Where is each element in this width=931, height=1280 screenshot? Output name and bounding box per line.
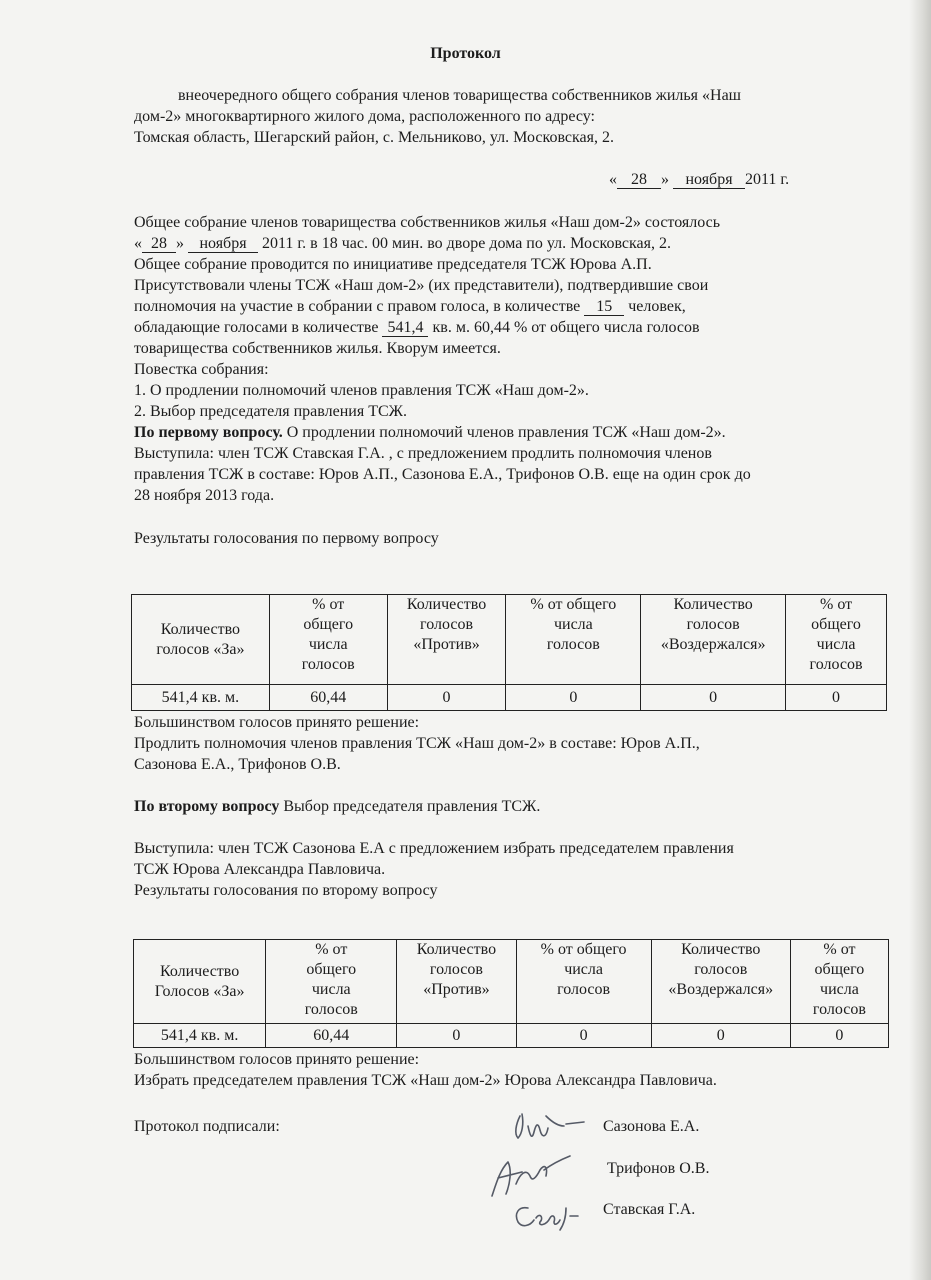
table-1-header-cell: Количество голосов «Против» (387, 595, 506, 685)
table-2-header-cell: Количество голосов «Воздержался» (651, 940, 790, 1024)
signature-sazonova (506, 1108, 586, 1148)
document-title: Протокол (430, 45, 501, 62)
results-2-heading: Результаты голосования по второму вопросу (134, 882, 438, 899)
document-date (609, 170, 789, 190)
date-year: 2011 г. (745, 171, 790, 188)
intro-line-3: Томская область, Шегарский район, с. Мельниково, ул. Московская, 2. (134, 129, 614, 146)
table-2-header-cell: Количество Голосов «За» (134, 940, 266, 1024)
body-line-12: Выступила: член ТСЖ Ставская Г.А. , с предложением продлить полномочия членов (134, 445, 712, 462)
body-line-7: товарищества собственников жилья. Кворум имеется. (134, 340, 501, 357)
table-1-cell: 0 (786, 685, 887, 711)
attendance-line (134, 297, 686, 317)
table-1-cell: 60,44 (269, 685, 387, 711)
agenda-item-2: 2. Выбор председателя правления ТСЖ. (134, 403, 407, 420)
table-2-cell: 60,44 (266, 1024, 397, 1048)
signature-trifonov (486, 1150, 576, 1202)
question-2-heading (134, 797, 540, 817)
table-2-cell: 0 (397, 1024, 516, 1048)
table-2-header-cell: % от общего числа голосов (266, 940, 397, 1024)
table-2-header-cell: % от общего числа голосов (516, 940, 651, 1024)
decision-1-line-2: Сазонова Е.А., Трифонов О.В. (134, 756, 341, 773)
intro-line-1: внеочередного общего собрания членов товарищества собственников жилья «Наш (178, 87, 741, 104)
decision-2-line-1: Избрать председателем правления ТСЖ «Наш дом-2» Юрова Александра Павловича. (134, 1072, 717, 1089)
body-line-1: Общее собрание членов товарищества собственников жилья «Наш дом-2» состоялось (134, 214, 721, 231)
date-open-quote: « (609, 171, 617, 188)
attendance-count: 15 (584, 298, 624, 316)
table-1-header-row (132, 595, 887, 685)
date-close-quote: » (661, 171, 669, 188)
date-day: 28 (617, 171, 661, 189)
voting-table-1 (131, 594, 887, 711)
table-1-cell: 541,4 кв. м. (132, 685, 270, 711)
table-2-cell: 541,4 кв. м. (134, 1024, 266, 1048)
agenda-heading: Повестка собрания: (134, 361, 269, 378)
body-line-14: 28 ноября 2013 года. (134, 487, 275, 504)
question-1-text: О продлении полномочий членов правления ТСЖ «Наш дом-2». (282, 424, 726, 441)
table-1-cell: 0 (387, 685, 506, 711)
signatory-2: Трифонов О.В. (607, 1160, 710, 1177)
voting-table-2 (133, 939, 889, 1048)
votes-area: 541,4 (382, 319, 428, 337)
signatory-1: Сазонова Е.А. (603, 1118, 700, 1135)
table-2-cell: 0 (516, 1024, 651, 1048)
signed-label: Протокол подписали: (134, 1118, 280, 1135)
agenda-item-1: 1. О продлении полномочий членов правления ТСЖ «Наш дом-2». (134, 382, 589, 399)
table-1-header-cell: Количество голосов «Воздержался» (641, 595, 786, 685)
signatory-3: Ставская Г.А. (603, 1201, 696, 1218)
table-2-cell: 0 (790, 1024, 888, 1048)
decision-2-heading: Большинством голосов принято решение: (134, 1051, 420, 1068)
table-2-header-cell: % от общего числа голосов (790, 940, 888, 1024)
question-2-label: По второму вопросу (134, 798, 280, 815)
table-2-header-row (134, 940, 889, 1024)
meeting-close-quote: » (176, 235, 184, 252)
body-line-4: Присутствовали члены ТСЖ «Наш дом-2» (их представители), подтвердившие свои (134, 277, 709, 294)
table-row (134, 1024, 889, 1048)
page-edge-shadow (909, 0, 931, 1280)
body-line-13: правления ТСЖ в составе: Юров А.П., Сазонова Е.А., Трифонов О.В. еще на один срок до (134, 466, 751, 483)
meeting-day: 28 (142, 235, 176, 253)
attendance-unit: человек, (628, 298, 686, 315)
votes-percent: кв. м. 60,44 % от общего числа голосов (432, 319, 700, 336)
table-2-cell: 0 (651, 1024, 790, 1048)
table-1-header-cell: Количество голосов «За» (132, 595, 270, 685)
q2-line-2: ТСЖ Юрова Александра Павловича. (134, 861, 386, 878)
decision-1-heading: Большинством голосов принято решение: (134, 714, 420, 731)
question-1-label: По первому вопросу. (134, 424, 283, 441)
table-1-cell: 0 (506, 685, 641, 711)
table-1-header-cell: % от общего числа голосов (506, 595, 641, 685)
q2-line-1: Выступила: член ТСЖ Сазонова Е.А с предложением избрать председателем правления (134, 840, 734, 857)
decision-1-line-1: Продлить полномочия членов правления ТСЖ «Наш дом-2» в составе: Юров А.П., (134, 735, 700, 752)
table-1-cell: 0 (641, 685, 786, 711)
meeting-month: ноября (188, 235, 258, 253)
table-2-header-cell: Количество голосов «Против» (397, 940, 516, 1024)
table-1-header-cell: % от общего числа голосов (786, 595, 887, 685)
question-1-heading (134, 423, 726, 443)
meeting-open-quote: « (134, 235, 142, 252)
body-line-3: Общее собрание проводится по инициативе председателя ТСЖ Юрова А.П. (134, 256, 652, 273)
attendance-text: полномочия на участие в собрании с правом голоса, в количестве (134, 298, 581, 315)
question-2-text: Выбор председателя правления ТСЖ. (279, 798, 541, 815)
intro-line-2: дом-2» многоквартирного жилого дома, расположенного по адресу: (134, 108, 595, 125)
meeting-time-place: 2011 г. в 18 час. 00 мин. во дворе дома по ул. Московская, 2. (262, 235, 671, 252)
signature-stavskaya (508, 1198, 588, 1234)
table-1-header-cell: % от общего числа голосов (269, 595, 387, 685)
meeting-date-line (134, 234, 671, 254)
votes-text: обладающие голосами в количестве (134, 319, 379, 336)
votes-line (134, 318, 700, 338)
results-1-heading: Результаты голосования по первому вопросу (134, 530, 439, 547)
table-row (132, 685, 887, 711)
date-month: ноября (673, 171, 745, 189)
